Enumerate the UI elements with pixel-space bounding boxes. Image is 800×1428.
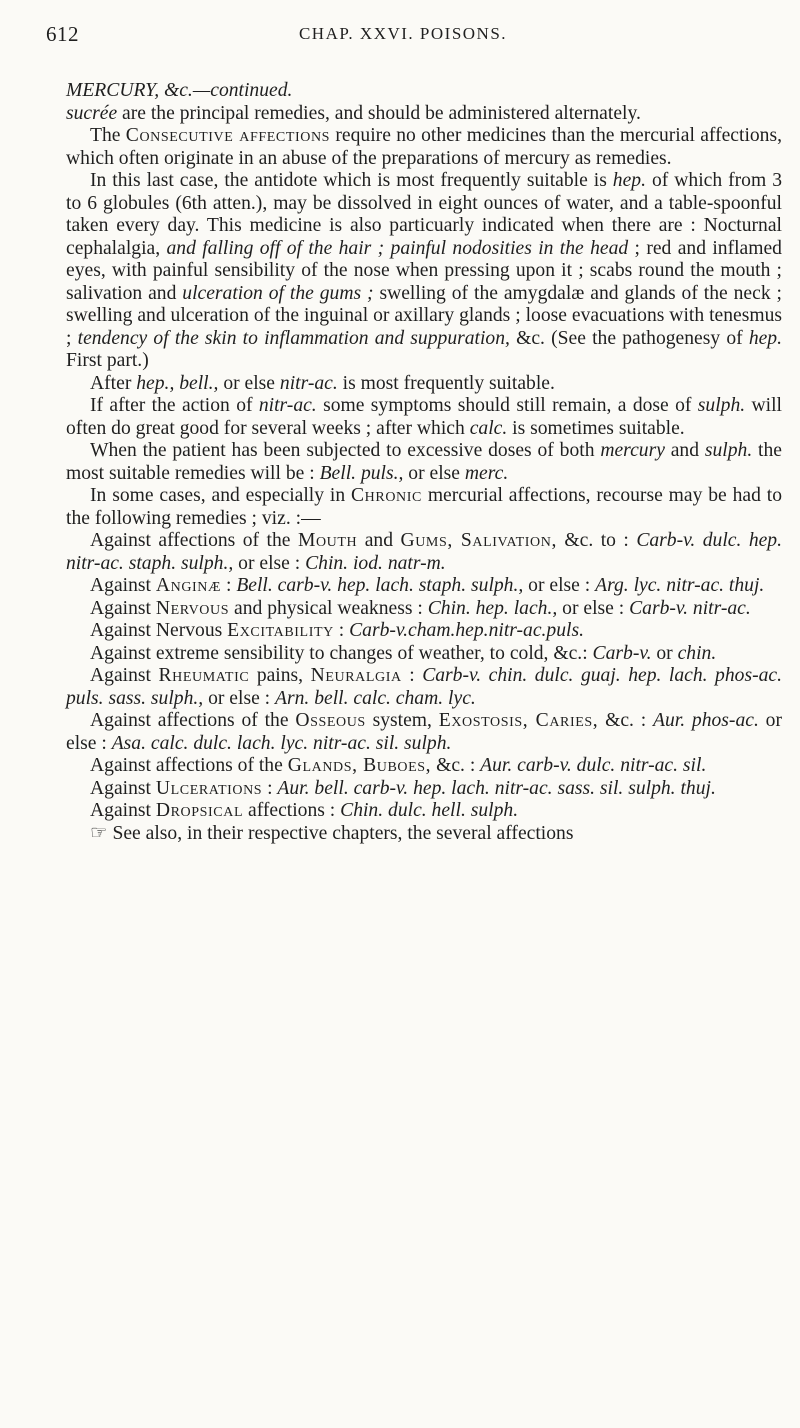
text-run: Against — [90, 665, 159, 686]
paragraph — [66, 665, 782, 710]
paragraph — [66, 800, 782, 823]
paragraph — [66, 170, 782, 373]
small-caps-text: Glands, Buboes, — [287, 755, 432, 776]
page-number: 612 — [46, 22, 79, 46]
paragraph — [66, 598, 782, 621]
italic-text: sulph. — [704, 440, 753, 461]
small-caps-text: Ulcerations — [155, 777, 263, 799]
text-run: require no other medicines than the mercurial affections, which often originate in an abuse of the preparations of mercury as remedies. — [66, 125, 782, 169]
paragraph — [66, 643, 782, 666]
small-caps-text: Dropsical — [155, 800, 244, 821]
italic-text: MERCURY, &c.—continued. — [66, 80, 293, 101]
text-run: of which from 3 to 6 globules (6th atten.), may be dissolved in eight ounces of water, and a table-spoonful taken every day. This medicine is also particuarly indicated when there are : Nocturnal cephalalgia, — [66, 170, 782, 259]
italic-text: hep. — [612, 170, 646, 191]
text-run: Against Nervous — [90, 620, 228, 641]
text-run: some symptoms should still remain, a dose of — [316, 395, 698, 416]
italic-text: Chin. iod. natr-m. — [305, 552, 446, 574]
text-run: ; red and inflamed eyes, with painful sensibility of the nose when pressing upon it ; scabs round the mouth ; salivation and — [66, 237, 782, 304]
text-run: or else — [403, 462, 465, 484]
text-run: Against affections of the — [90, 755, 288, 776]
paragraph — [66, 125, 782, 170]
running-title: CHAP. XXVI. POISONS. — [298, 24, 508, 43]
text-run: &c. to : — [556, 530, 637, 551]
small-caps-text: Nervous — [155, 597, 230, 619]
italic-text: Carb-v. — [592, 642, 652, 664]
paragraph — [66, 485, 782, 530]
text-run: : — [333, 620, 350, 641]
text-run: and — [664, 440, 705, 461]
italic-text: sulph. — [697, 395, 746, 416]
text-run: The — [90, 125, 126, 146]
text-run: or — [651, 642, 678, 664]
text-run: In this last case, the antidote which is most frequently suitable is — [90, 170, 613, 191]
italic-text: hep. — [748, 327, 783, 349]
small-caps-text: Gums, Salivation, — [400, 530, 557, 551]
paragraph — [66, 80, 782, 103]
italic-text: hep., bell., — [136, 372, 219, 394]
small-caps-text: Osseous — [295, 710, 366, 731]
italic-text: merc. — [464, 462, 509, 484]
paragraph — [66, 530, 782, 575]
text-run: After — [90, 372, 137, 394]
text-run: Against extreme sensibility to changes of weather, to cold, &c.: — [90, 642, 593, 664]
italic-text: calc. — [469, 417, 508, 439]
italic-text: Carb-v. chin. dulc. guaj. hep. lach. phos-ac. puls. sass. sulph., — [66, 665, 782, 709]
italic-text: Asa. calc. dulc. lach. lyc. nitr-ac. sil. sulph. — [111, 732, 452, 754]
italic-text: Carb-v.cham.hep.nitr-ac.puls. — [349, 620, 584, 641]
small-caps-text: Chronic — [351, 485, 422, 506]
text-run: Against — [90, 777, 156, 799]
small-caps-text: Anginæ — [155, 575, 222, 596]
text-run: are the principal remedies, and should be administered alternately. — [117, 102, 641, 124]
text-run: pains, — [249, 665, 311, 686]
italic-text: nitr-ac. — [279, 372, 338, 394]
text-run: First part.) — [66, 350, 149, 371]
italic-text: Aur. carb-v. dulc. nitr-ac. sil. — [480, 755, 707, 776]
text-run: or else : — [523, 575, 596, 596]
text-run: Against — [90, 597, 156, 619]
paragraph — [66, 440, 782, 485]
text-run: or else : — [203, 687, 276, 709]
text-run: affections : — [243, 800, 341, 821]
small-caps-text: Excitability — [227, 620, 334, 641]
italic-text: Arg. lyc. nitr-ac. thuj. — [595, 575, 765, 596]
paragraph — [66, 103, 782, 126]
small-caps-text: Consecutive affections — [125, 125, 331, 146]
running-header — [46, 22, 760, 52]
page-body-text — [66, 80, 782, 845]
text-run: If after the action of — [90, 395, 259, 416]
small-caps-text: Mouth — [297, 530, 358, 551]
text-run: or else : — [66, 710, 782, 754]
small-caps-text: Neuralgia — [310, 665, 402, 686]
italic-text: Aur. phos-ac. — [653, 710, 759, 731]
text-run: ☞ See also, in their respective chapters, the several affections — [90, 822, 574, 844]
text-run: &c. (See the pathogenesy of — [509, 327, 749, 349]
italic-text: Aur. bell. carb-v. hep. lach. nitr-ac. sass. sil. sulph. thuj. — [277, 777, 716, 799]
text-run: Against affections of the — [90, 710, 296, 731]
paragraph — [66, 620, 782, 643]
text-run: the most suitable remedies will be : — [66, 440, 782, 484]
italic-text: Chin. hep. lach., — [427, 597, 558, 619]
italic-text: Bell. carb-v. hep. lach. staph. sulph., — [236, 575, 524, 596]
text-run: Against affections of the — [90, 530, 298, 551]
italic-text: Arn. bell. calc. cham. lyc. — [275, 687, 476, 709]
paragraph — [66, 395, 782, 440]
small-caps-text: Exostosis, Caries, — [438, 710, 599, 731]
text-run: : — [262, 777, 278, 799]
small-caps-text: Rheumatic — [158, 665, 250, 686]
paragraph — [66, 373, 782, 396]
text-run: will often do great good for several weeks ; after which — [66, 395, 782, 439]
italic-text: Carb-v. dulc. hep. nitr-ac. staph. sulph., — [66, 530, 783, 574]
text-run: : — [401, 665, 423, 686]
text-run: Against — [90, 800, 156, 821]
italic-text: tendency of the skin to inflammation and suppuration, — [77, 327, 510, 349]
italic-text: Chin. dulc. hell. sulph. — [340, 800, 519, 821]
text-run: : — [221, 575, 237, 596]
italic-text: Bell. puls., — [319, 462, 404, 484]
italic-text: Carb-v. nitr-ac. — [629, 597, 751, 619]
text-run: or else — [218, 372, 280, 394]
text-run: and — [357, 530, 401, 551]
text-run: swelling of the amygdalæ and glands of the neck ; swelling and ulceration of the inguinal or axillary glands ; loose evacuations with tenesmus ; — [66, 282, 782, 349]
text-run: When the patient has been subjected to excessive doses of both — [90, 440, 601, 461]
paragraph — [66, 755, 782, 778]
text-run: &c. : — [598, 710, 653, 731]
italic-text: ulceration of the gums ; — [182, 282, 374, 304]
text-run: system, — [365, 710, 439, 731]
text-run: In some cases, and especially in — [90, 485, 351, 506]
italic-text: chin. — [677, 642, 717, 664]
text-run: or else : — [557, 597, 630, 619]
text-run: mercurial affections, recourse may be had to the following remedies ; viz. :— — [66, 485, 782, 529]
paragraph — [66, 575, 782, 598]
text-run: &c. : — [431, 755, 481, 776]
italic-text: mercury — [600, 440, 665, 461]
paragraph — [66, 778, 782, 801]
italic-text: and falling off of the hair ; painful nodosities in the head — [166, 237, 629, 259]
text-run: Against — [90, 575, 156, 596]
paragraph — [66, 710, 782, 755]
text-run: or else : — [233, 552, 306, 574]
text-run: and physical weakness : — [229, 597, 428, 619]
italic-text: sucrée — [66, 102, 118, 124]
italic-text: nitr-ac. — [258, 395, 317, 416]
text-run: is most frequently suitable. — [337, 372, 555, 394]
paragraph — [66, 823, 782, 846]
text-run: is sometimes suitable. — [507, 417, 685, 439]
